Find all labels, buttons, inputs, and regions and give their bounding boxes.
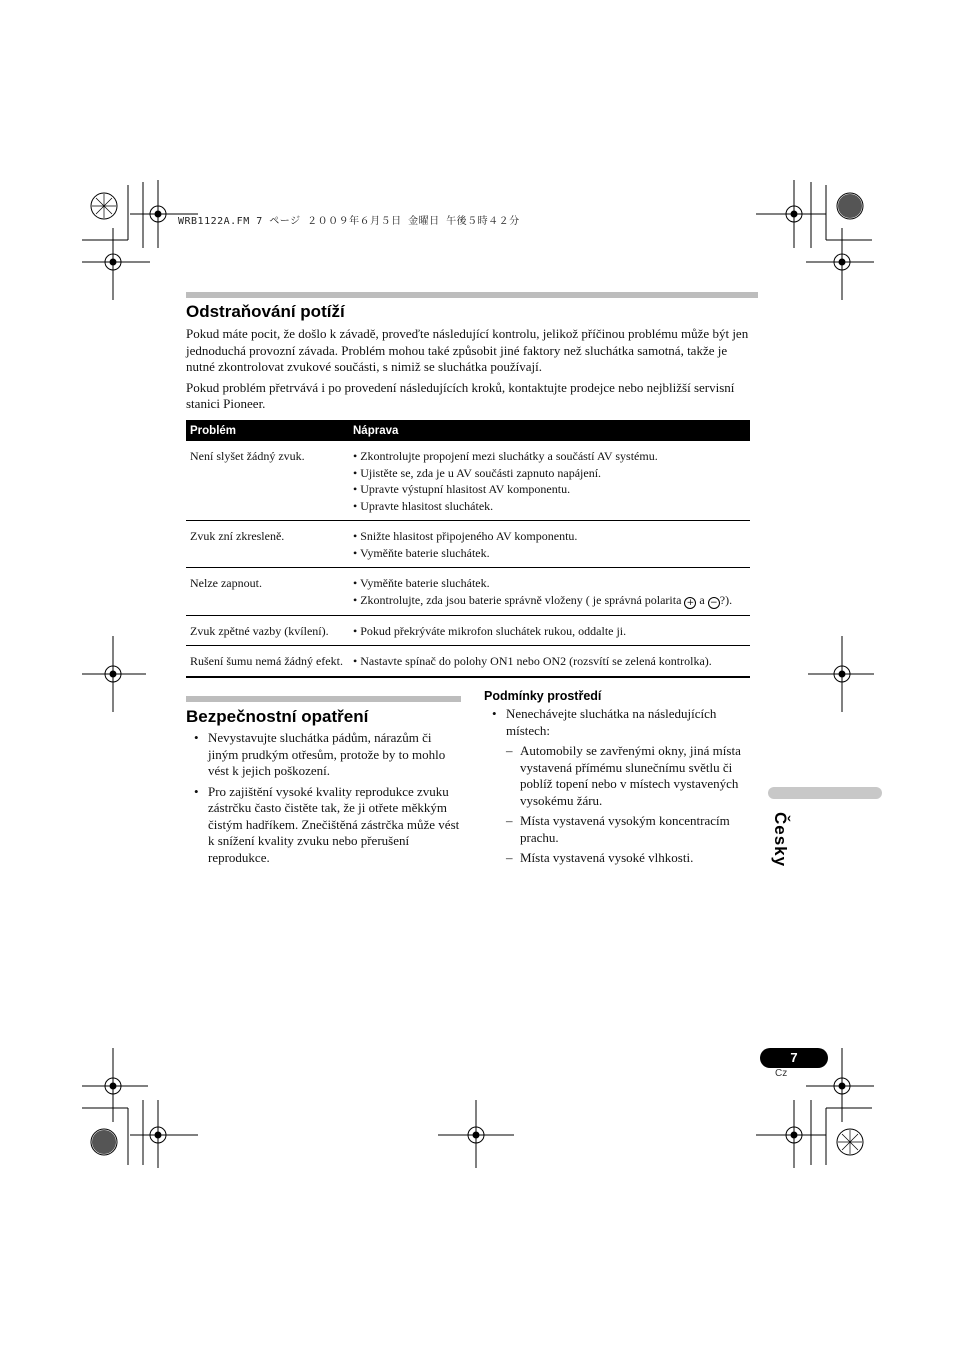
- remedy-item: • Pokud překrýváte mikrofon sluchátek rukou, oddalte ji.: [353, 623, 627, 638]
- section-bar: [186, 292, 758, 298]
- list-item-text: Místa vystavená vysokým koncentracím prachu.: [520, 813, 730, 845]
- language-tab-label: Česky: [771, 812, 790, 868]
- table-row: [186, 521, 750, 568]
- minus-symbol-icon: −: [708, 597, 720, 609]
- remedy-cell: [349, 521, 750, 568]
- troubleshooting-table: [186, 420, 750, 678]
- remedy-polarity-end: ?).: [719, 592, 733, 607]
- list-item-text: Místa vystavená vysoké vlhkosti.: [520, 850, 694, 865]
- column-header-remedy: Náprava: [349, 420, 750, 441]
- remedy-polarity-text: • Zkontrolujte, zda jsou baterie správně vloženy ( je správná polarita: [353, 592, 682, 607]
- remedy-cell: [349, 646, 750, 677]
- problem-cell: Nelze zapnout.: [186, 568, 349, 616]
- problem-cell: Zvuk zní zkresleně.: [186, 521, 349, 568]
- environment-title: Podmínky prostředí: [484, 689, 602, 703]
- remedy-cell: [349, 568, 750, 616]
- safety-list: [186, 730, 462, 866]
- print-header: WRB1122A.FM 7 ページ ２００９年６月５日 金曜日 午後５時４２分: [178, 216, 520, 227]
- page-language-code: Cz: [775, 1068, 788, 1079]
- remedy-item: • Snižte hlasitost připojeného AV komponentu.: [353, 529, 578, 543]
- table-row: [186, 568, 750, 616]
- table-row: [186, 646, 750, 677]
- list-item: – Místa vystavená vysoké vlhkosti.: [506, 850, 694, 865]
- problem-cell: Zvuk zpětné vazby (kvílení).: [186, 615, 349, 646]
- list-item: • Nenechávejte sluchátka na následujících místech:: [492, 706, 717, 738]
- list-item: – Místa vystavená vysokým koncentracím prachu.: [506, 813, 730, 845]
- list-item-text: Nevystavujte sluchátka pádům, nárazům či jiným prudkým otřesům, protože by to mohlo vést k jejich poškození.: [208, 730, 446, 778]
- troubleshooting-title: Odstraňování potíží: [186, 302, 345, 321]
- troubleshooting-contact: Pokud problém přetrvává i po provedení následujících kroků, kontaktujte prodejce nebo nejbližší servisní stanici Pioneer.: [186, 379, 735, 411]
- list-item-text: Automobily se zavřenými okny, jiná místa vystavená přímému slunečnímu světlu či poblíž topení nebo v místech vystavených vysokému žáru.: [520, 743, 741, 808]
- remedy-item-polarity: [353, 592, 746, 609]
- table-row: [186, 615, 750, 646]
- list-item-text: Pro zajištění vysoké kvality reprodukce zvuku zástrčku často čistěte tak, že ji otřete měkkým čistým hadříkem. Znečištěná zástrčka může vést k snížení kvality zvuku nebo přerušení reprodukce.: [208, 783, 460, 865]
- list-item: – Automobily se zavřenými okny, jiná místa vystavená přímému slunečnímu světlu či poblíž topení nebo v místech vystavených vysokému žáru.: [506, 743, 741, 808]
- remedy-cell: [349, 615, 750, 646]
- remedy-item: • Nastavte spínač do polohy ON1 nebo ON2 (rozsvítí se zelená kontrolka).: [353, 654, 712, 668]
- remedy-item: • Vyměňte baterie sluchátek.: [353, 545, 490, 560]
- column-header-problem: Problém: [186, 420, 349, 441]
- problem-cell: Není slyšet žádný zvuk.: [186, 441, 349, 521]
- plus-symbol-icon: +: [684, 597, 696, 609]
- list-item-text: Nenechávejte sluchátka na následujících místech:: [506, 706, 717, 738]
- section-bar: [186, 696, 461, 702]
- page-number: 7: [760, 1048, 828, 1068]
- problem-cell: Rušení šumu nemá žádný efekt.: [186, 646, 349, 677]
- remedy-item: • Upravte výstupní hlasitost AV komponentu.: [353, 482, 571, 496]
- remedy-item: • Ujistěte se, zda je u AV součásti zapnuto napájení.: [353, 465, 602, 480]
- environment-list: [484, 706, 756, 867]
- table-row: [186, 441, 750, 521]
- safety-title: Bezpečnostní opatření: [186, 707, 369, 726]
- troubleshooting-intro: Pokud máte pocit, že došlo k závadě, proveďte následující kontrolu, jelikož příčinou problému může být jen jednoduchá provozní závada. Problém mohou také způsobit jiné faktory než sluchátka samotná, takže je nutné zkontrolovat zvukové součásti, s nimiž se sluchátka používají.: [186, 326, 749, 374]
- list-item: • Pro zajištění vysoké kvality reprodukce zvuku zástrčku často čistěte tak, že ji otřete měkkým čistým hadříkem. Znečištěná zástrčka může vést k snížení kvality zvuku nebo přerušení reprodukce.: [194, 783, 460, 865]
- remedy-cell: [349, 441, 750, 521]
- remedy-item: • Upravte hlasitost sluchátek.: [353, 498, 494, 513]
- language-tab: [768, 787, 882, 799]
- remedy-item: • Zkontrolujte propojení mezi sluchátky a součástí AV systému.: [353, 449, 658, 463]
- remedy-polarity-and: a: [696, 592, 708, 607]
- list-item: • Nevystavujte sluchátka pádům, nárazům či jiným prudkým otřesům, protože by to mohlo vést k jejich poškození.: [194, 730, 446, 778]
- remedy-item: • Vyměňte baterie sluchátek.: [353, 576, 490, 590]
